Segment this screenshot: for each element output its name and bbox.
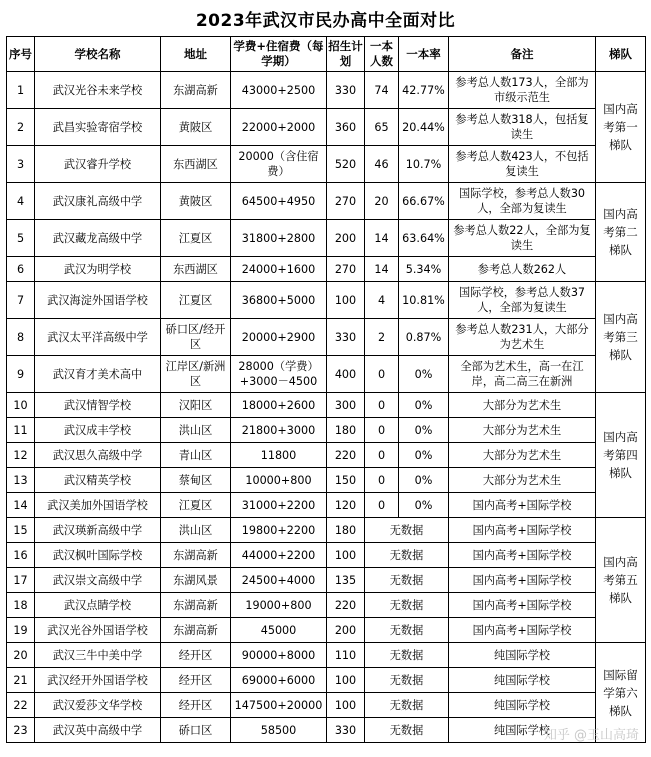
cell-note: 国际学校，参考总人数37人，全部为复读生	[449, 282, 596, 319]
cell-fee: 31000+2200	[231, 493, 327, 518]
table-row	[7, 568, 646, 593]
cell-note: 国际学校，参考总人数30人，全部为复读生	[449, 183, 596, 220]
cell-no: 9	[7, 356, 35, 393]
cell-address: 经开区	[161, 693, 231, 718]
cell-quota: 180	[327, 418, 365, 443]
cell-note: 参考总人数231人，大部分为艺术生	[449, 319, 596, 356]
cell-address: 洪山区	[161, 518, 231, 543]
cell-note: 参考总人数262人	[449, 257, 596, 282]
cell-fee: 20000（含住宿费）	[231, 146, 327, 183]
cell-address: 东西湖区	[161, 257, 231, 282]
header-no: 序号	[7, 37, 35, 72]
cell-no: 23	[7, 718, 35, 743]
cell-yiben-count: 14	[365, 220, 399, 257]
table-row	[7, 418, 646, 443]
cell-no: 11	[7, 418, 35, 443]
cell-yiben-count: 0	[365, 393, 399, 418]
cell-yiben-rate: 10.81%	[399, 282, 449, 319]
cell-fee: 90000+8000	[231, 643, 327, 668]
cell-fee: 20000+2900	[231, 319, 327, 356]
cell-no: 19	[7, 618, 35, 643]
cell-yiben-count: 0	[365, 418, 399, 443]
cell-note: 国内高考+国际学校	[449, 568, 596, 593]
cell-no: 15	[7, 518, 35, 543]
cell-yiben-rate: 63.64%	[399, 220, 449, 257]
cell-school: 武汉爱莎文华学校	[35, 693, 161, 718]
cell-note: 大部分为艺术生	[449, 443, 596, 468]
cell-school: 武汉思久高级中学	[35, 443, 161, 468]
cell-quota: 520	[327, 146, 365, 183]
cell-no: 6	[7, 257, 35, 282]
cell-quota: 270	[327, 183, 365, 220]
cell-quota: 270	[327, 257, 365, 282]
cell-fee: 24500+4000	[231, 568, 327, 593]
cell-no-data: 无数据	[365, 618, 449, 643]
cell-fee: 69000+6000	[231, 668, 327, 693]
table-row	[7, 319, 646, 356]
cell-address: 江岸区/新洲区	[161, 356, 231, 393]
table-row	[7, 109, 646, 146]
table-body	[7, 72, 646, 743]
cell-note: 纯国际学校	[449, 718, 596, 743]
page-title: 2023年武汉市民办高中全面对比	[195, 11, 456, 31]
cell-note: 大部分为艺术生	[449, 418, 596, 443]
table-row	[7, 643, 646, 668]
cell-school: 武汉精英学校	[35, 468, 161, 493]
cell-note: 纯国际学校	[449, 693, 596, 718]
cell-school: 武汉光谷外国语学校	[35, 618, 161, 643]
cell-no-data: 无数据	[365, 518, 449, 543]
cell-address: 洪山区	[161, 418, 231, 443]
header-row	[7, 37, 646, 72]
cell-school: 武汉光谷未来学校	[35, 72, 161, 109]
cell-no-data: 无数据	[365, 543, 449, 568]
cell-yiben-rate: 0%	[399, 493, 449, 518]
cell-quota: 120	[327, 493, 365, 518]
cell-yiben-count: 0	[365, 443, 399, 468]
cell-note: 参考总人数173人，全部为市级示范生	[449, 72, 596, 109]
cell-yiben-rate: 0.87%	[399, 319, 449, 356]
cell-quota: 135	[327, 568, 365, 593]
table-row	[7, 593, 646, 618]
cell-no: 20	[7, 643, 35, 668]
cell-fee: 21800+3000	[231, 418, 327, 443]
cell-note: 大部分为艺术生	[449, 393, 596, 418]
cell-school: 武汉藏龙高级中学	[35, 220, 161, 257]
table-row	[7, 468, 646, 493]
cell-yiben-rate: 10.7%	[399, 146, 449, 183]
cell-school: 武汉三牛中美中学	[35, 643, 161, 668]
cell-note: 全部为艺术生，高一在江岸，高二高三在新洲	[449, 356, 596, 393]
cell-fee: 28000（学费）+3000－4500	[231, 356, 327, 393]
cell-address: 蔡甸区	[161, 468, 231, 493]
cell-tier: 国内高考第一梯队	[596, 72, 646, 183]
cell-quota: 100	[327, 668, 365, 693]
table-row	[7, 146, 646, 183]
cell-yiben-rate: 0%	[399, 418, 449, 443]
cell-fee: 45000	[231, 618, 327, 643]
cell-school: 武汉点睛学校	[35, 593, 161, 618]
cell-yiben-count: 65	[365, 109, 399, 146]
cell-address: 硚口区	[161, 718, 231, 743]
cell-quota: 100	[327, 282, 365, 319]
cell-fee: 44000+2200	[231, 543, 327, 568]
cell-no: 18	[7, 593, 35, 618]
cell-tier: 国际留学第六梯队	[596, 643, 646, 743]
table-row	[7, 282, 646, 319]
header-school: 学校名称	[35, 37, 161, 72]
table-row	[7, 183, 646, 220]
cell-no-data: 无数据	[365, 668, 449, 693]
cell-school: 武汉英中高级中学	[35, 718, 161, 743]
cell-no: 1	[7, 72, 35, 109]
header-tier: 梯队	[596, 37, 646, 72]
cell-school: 武汉为明学校	[35, 257, 161, 282]
watermark: 知乎 @玉山高琦	[543, 728, 639, 743]
table-row	[7, 257, 646, 282]
cell-quota: 150	[327, 468, 365, 493]
cell-yiben-rate: 20.44%	[399, 109, 449, 146]
cell-school: 武汉枫叶国际学校	[35, 543, 161, 568]
cell-yiben-rate: 66.67%	[399, 183, 449, 220]
header-fee: 学费+住宿费（每学期）	[231, 37, 327, 72]
cell-note: 国内高考+国际学校	[449, 493, 596, 518]
cell-note: 参考总人数318人，包括复读生	[449, 109, 596, 146]
cell-yiben-count: 20	[365, 183, 399, 220]
cell-address: 东湖高新	[161, 543, 231, 568]
cell-address: 黄陂区	[161, 109, 231, 146]
table-row	[7, 493, 646, 518]
cell-tier: 国内高考第五梯队	[596, 518, 646, 643]
cell-note: 纯国际学校	[449, 643, 596, 668]
cell-quota: 200	[327, 618, 365, 643]
cell-yiben-rate: 0%	[399, 356, 449, 393]
cell-no: 12	[7, 443, 35, 468]
cell-address: 青山区	[161, 443, 231, 468]
cell-quota: 400	[327, 356, 365, 393]
header-yiben-rate: 一本率	[399, 37, 449, 72]
cell-fee: 19800+2200	[231, 518, 327, 543]
cell-fee: 147500+20000	[231, 693, 327, 718]
cell-quota: 360	[327, 109, 365, 146]
table-row	[7, 72, 646, 109]
table-row	[7, 443, 646, 468]
cell-note: 纯国际学校	[449, 668, 596, 693]
cell-tier: 国内高考第三梯队	[596, 282, 646, 393]
cell-fee: 64500+4950	[231, 183, 327, 220]
cell-quota: 180	[327, 518, 365, 543]
cell-yiben-rate: 0%	[399, 468, 449, 493]
cell-yiben-count: 4	[365, 282, 399, 319]
cell-address: 东湖高新	[161, 593, 231, 618]
header-note: 备注	[449, 37, 596, 72]
cell-school: 武汉太平洋高级中学	[35, 319, 161, 356]
cell-no: 10	[7, 393, 35, 418]
cell-note: 参考总人数22人，全部为复读生	[449, 220, 596, 257]
cell-yiben-count: 0	[365, 493, 399, 518]
table-row	[7, 393, 646, 418]
cell-address: 江夏区	[161, 493, 231, 518]
cell-no: 17	[7, 568, 35, 593]
cell-quota: 330	[327, 72, 365, 109]
cell-address: 黄陂区	[161, 183, 231, 220]
cell-address: 东湖高新	[161, 72, 231, 109]
cell-no-data: 无数据	[365, 568, 449, 593]
cell-school: 武汉瑛新高级中学	[35, 518, 161, 543]
cell-note: 国内高考+国际学校	[449, 518, 596, 543]
cell-fee: 22000+2000	[231, 109, 327, 146]
cell-school: 武汉康礼高级中学	[35, 183, 161, 220]
cell-address: 经开区	[161, 643, 231, 668]
cell-fee: 58500	[231, 718, 327, 743]
table-row	[7, 220, 646, 257]
table-row	[7, 668, 646, 693]
cell-no: 22	[7, 693, 35, 718]
cell-tier: 国内高考第四梯队	[596, 393, 646, 518]
cell-fee: 43000+2500	[231, 72, 327, 109]
cell-quota: 330	[327, 718, 365, 743]
cell-note: 国内高考+国际学校	[449, 593, 596, 618]
cell-yiben-count: 2	[365, 319, 399, 356]
cell-fee: 36800+5000	[231, 282, 327, 319]
cell-note: 参考总人数423人，不包括复读生	[449, 146, 596, 183]
cell-address: 江夏区	[161, 282, 231, 319]
cell-no-data: 无数据	[365, 718, 449, 743]
cell-no: 3	[7, 146, 35, 183]
cell-no-data: 无数据	[365, 593, 449, 618]
cell-no-data: 无数据	[365, 693, 449, 718]
cell-school: 武昌实验寄宿学校	[35, 109, 161, 146]
cell-quota: 220	[327, 593, 365, 618]
cell-yiben-rate: 42.77%	[399, 72, 449, 109]
cell-no: 14	[7, 493, 35, 518]
cell-quota: 100	[327, 543, 365, 568]
table-row	[7, 618, 646, 643]
cell-address: 东西湖区	[161, 146, 231, 183]
table-row	[7, 356, 646, 393]
cell-note: 国内高考+国际学校	[449, 618, 596, 643]
cell-no: 2	[7, 109, 35, 146]
header-address: 地址	[161, 37, 231, 72]
cell-school: 武汉美加外国语学校	[35, 493, 161, 518]
cell-address: 经开区	[161, 668, 231, 693]
cell-no: 13	[7, 468, 35, 493]
cell-no: 7	[7, 282, 35, 319]
cell-address: 东湖风景	[161, 568, 231, 593]
cell-yiben-count: 46	[365, 146, 399, 183]
cell-note: 大部分为艺术生	[449, 468, 596, 493]
cell-quota: 330	[327, 319, 365, 356]
cell-yiben-count: 74	[365, 72, 399, 109]
cell-quota: 300	[327, 393, 365, 418]
cell-yiben-count: 0	[365, 468, 399, 493]
cell-fee: 31800+2800	[231, 220, 327, 257]
cell-quota: 110	[327, 643, 365, 668]
cell-note: 国内高考+国际学校	[449, 543, 596, 568]
cell-school: 武汉情智学校	[35, 393, 161, 418]
table-row	[7, 518, 646, 543]
cell-yiben-rate: 5.34%	[399, 257, 449, 282]
cell-no: 8	[7, 319, 35, 356]
cell-fee: 10000+800	[231, 468, 327, 493]
cell-quota: 100	[327, 693, 365, 718]
cell-no: 5	[7, 220, 35, 257]
cell-yiben-count: 0	[365, 356, 399, 393]
cell-fee: 11800	[231, 443, 327, 468]
cell-no: 21	[7, 668, 35, 693]
cell-tier: 国内高考第二梯队	[596, 183, 646, 282]
cell-quota: 200	[327, 220, 365, 257]
cell-school: 武汉经开外国语学校	[35, 668, 161, 693]
header-yiben-count: 一本人数	[365, 37, 399, 72]
cell-fee: 24000+1600	[231, 257, 327, 282]
cell-no-data: 无数据	[365, 643, 449, 668]
schools-comparison-table	[6, 36, 646, 743]
cell-no: 16	[7, 543, 35, 568]
cell-yiben-rate: 0%	[399, 393, 449, 418]
cell-school: 武汉海淀外国语学校	[35, 282, 161, 319]
header-quota: 招生计划	[327, 37, 365, 72]
cell-school: 武汉崇文高级中学	[35, 568, 161, 593]
cell-school: 武汉育才美术高中	[35, 356, 161, 393]
cell-school: 武汉睿升学校	[35, 146, 161, 183]
table-row	[7, 693, 646, 718]
cell-address: 江夏区	[161, 220, 231, 257]
table-row	[7, 543, 646, 568]
cell-address: 东湖高新	[161, 618, 231, 643]
cell-fee: 18000+2600	[231, 393, 327, 418]
cell-address: 汉阳区	[161, 393, 231, 418]
cell-fee: 19000+800	[231, 593, 327, 618]
cell-yiben-count: 14	[365, 257, 399, 282]
cell-quota: 220	[327, 443, 365, 468]
cell-yiben-rate: 0%	[399, 443, 449, 468]
cell-school: 武汉成丰学校	[35, 418, 161, 443]
cell-address: 硚口区/经开区	[161, 319, 231, 356]
cell-no: 4	[7, 183, 35, 220]
